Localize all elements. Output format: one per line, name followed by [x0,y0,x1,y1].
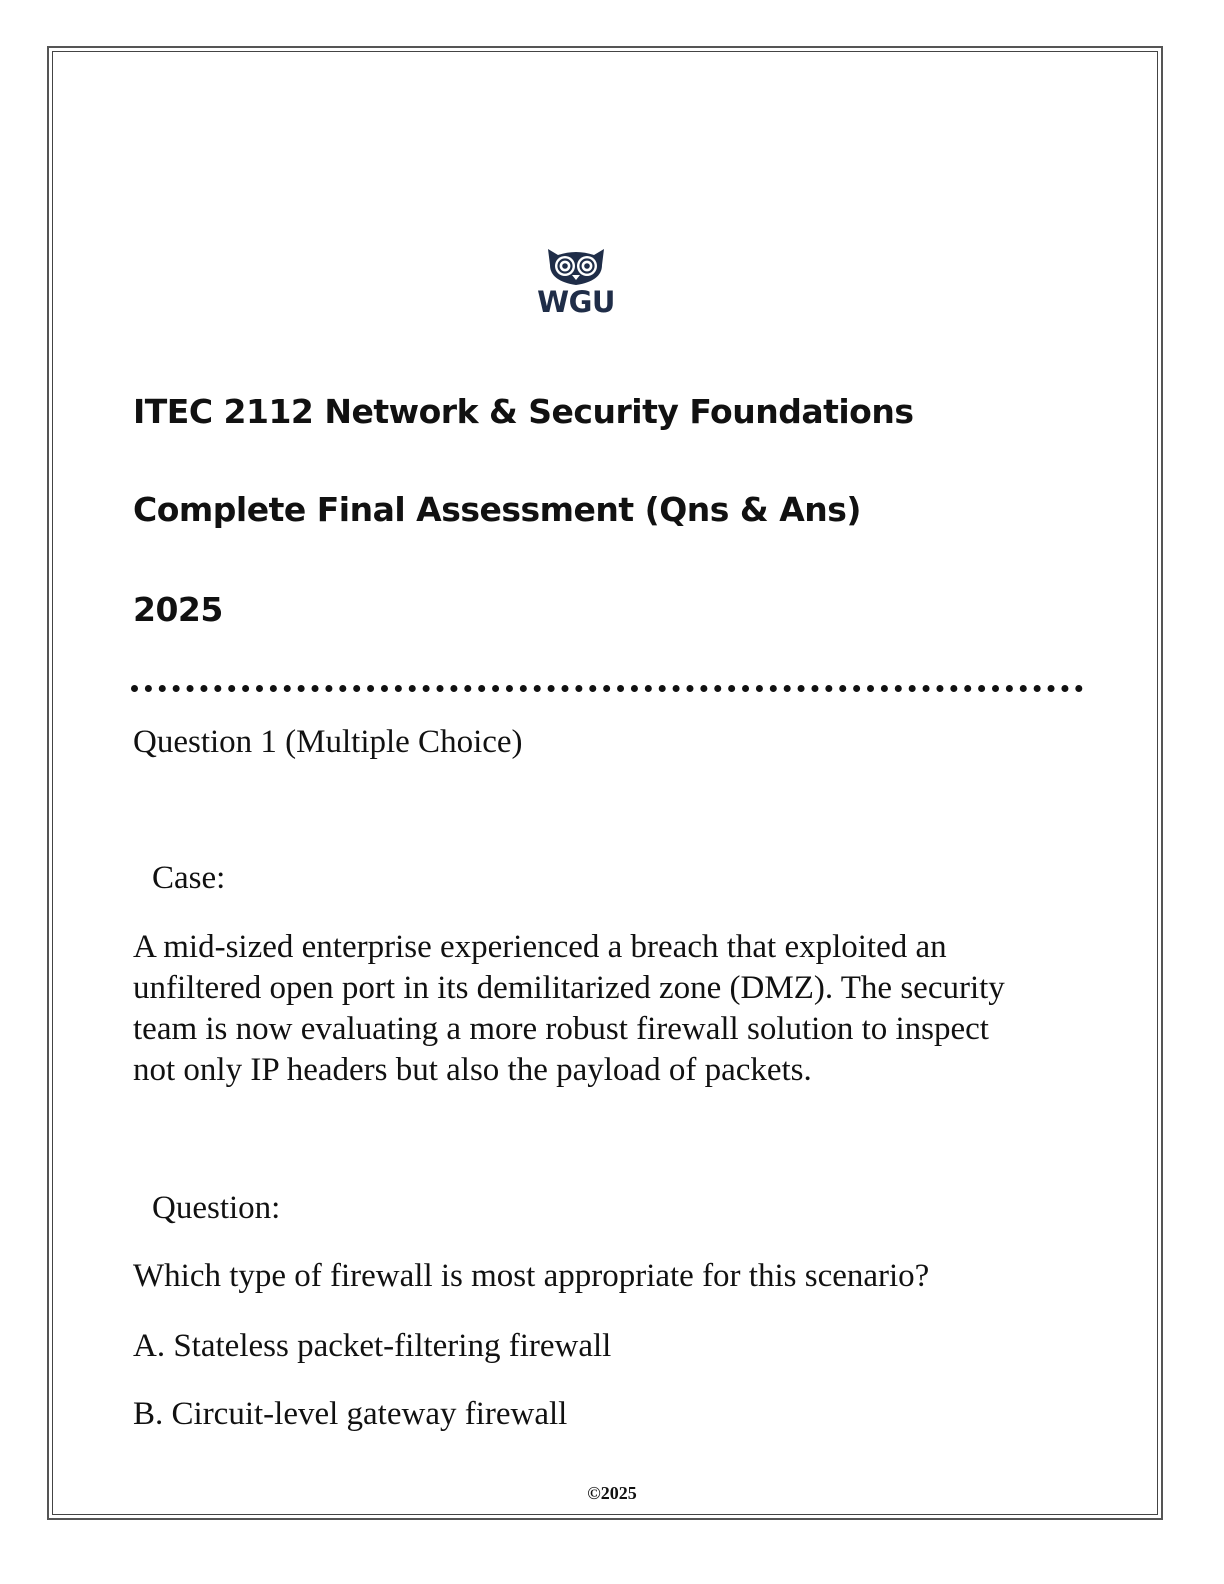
case-line: A mid-sized enterprise experienced a breach that exploited an [133,929,947,965]
year-title: 2025 [133,590,223,629]
assessment-title: Complete Final Assessment (Qns & Ans) [133,490,861,529]
case-line: not only IP headers but also the payload of packets. [133,1052,812,1088]
logo-text: WGU [537,285,615,319]
case-label: Case: [152,860,226,896]
question-label: Question: [152,1190,281,1226]
question-prompt: Which type of firewall is most appropriate for this scenario? [133,1258,930,1294]
owl-icon [528,245,624,287]
option-a: A. Stateless packet-filtering firewall [133,1328,612,1364]
copyright-footer: ©2025 [587,1483,637,1503]
case-body [133,927,1093,1091]
option-b: B. Circuit-level gateway firewall [133,1396,568,1432]
course-title: ITEC 2112 Network & Security Foundations [133,392,914,431]
wgu-logo [528,245,624,325]
dotted-divider [131,685,1083,692]
case-line: unfiltered open port in its demilitarized zone (DMZ). The security [133,970,1005,1006]
case-line: team is now evaluating a more robust firewall solution to inspect [133,1011,989,1047]
question-heading: Question 1 (Multiple Choice) [133,724,523,760]
